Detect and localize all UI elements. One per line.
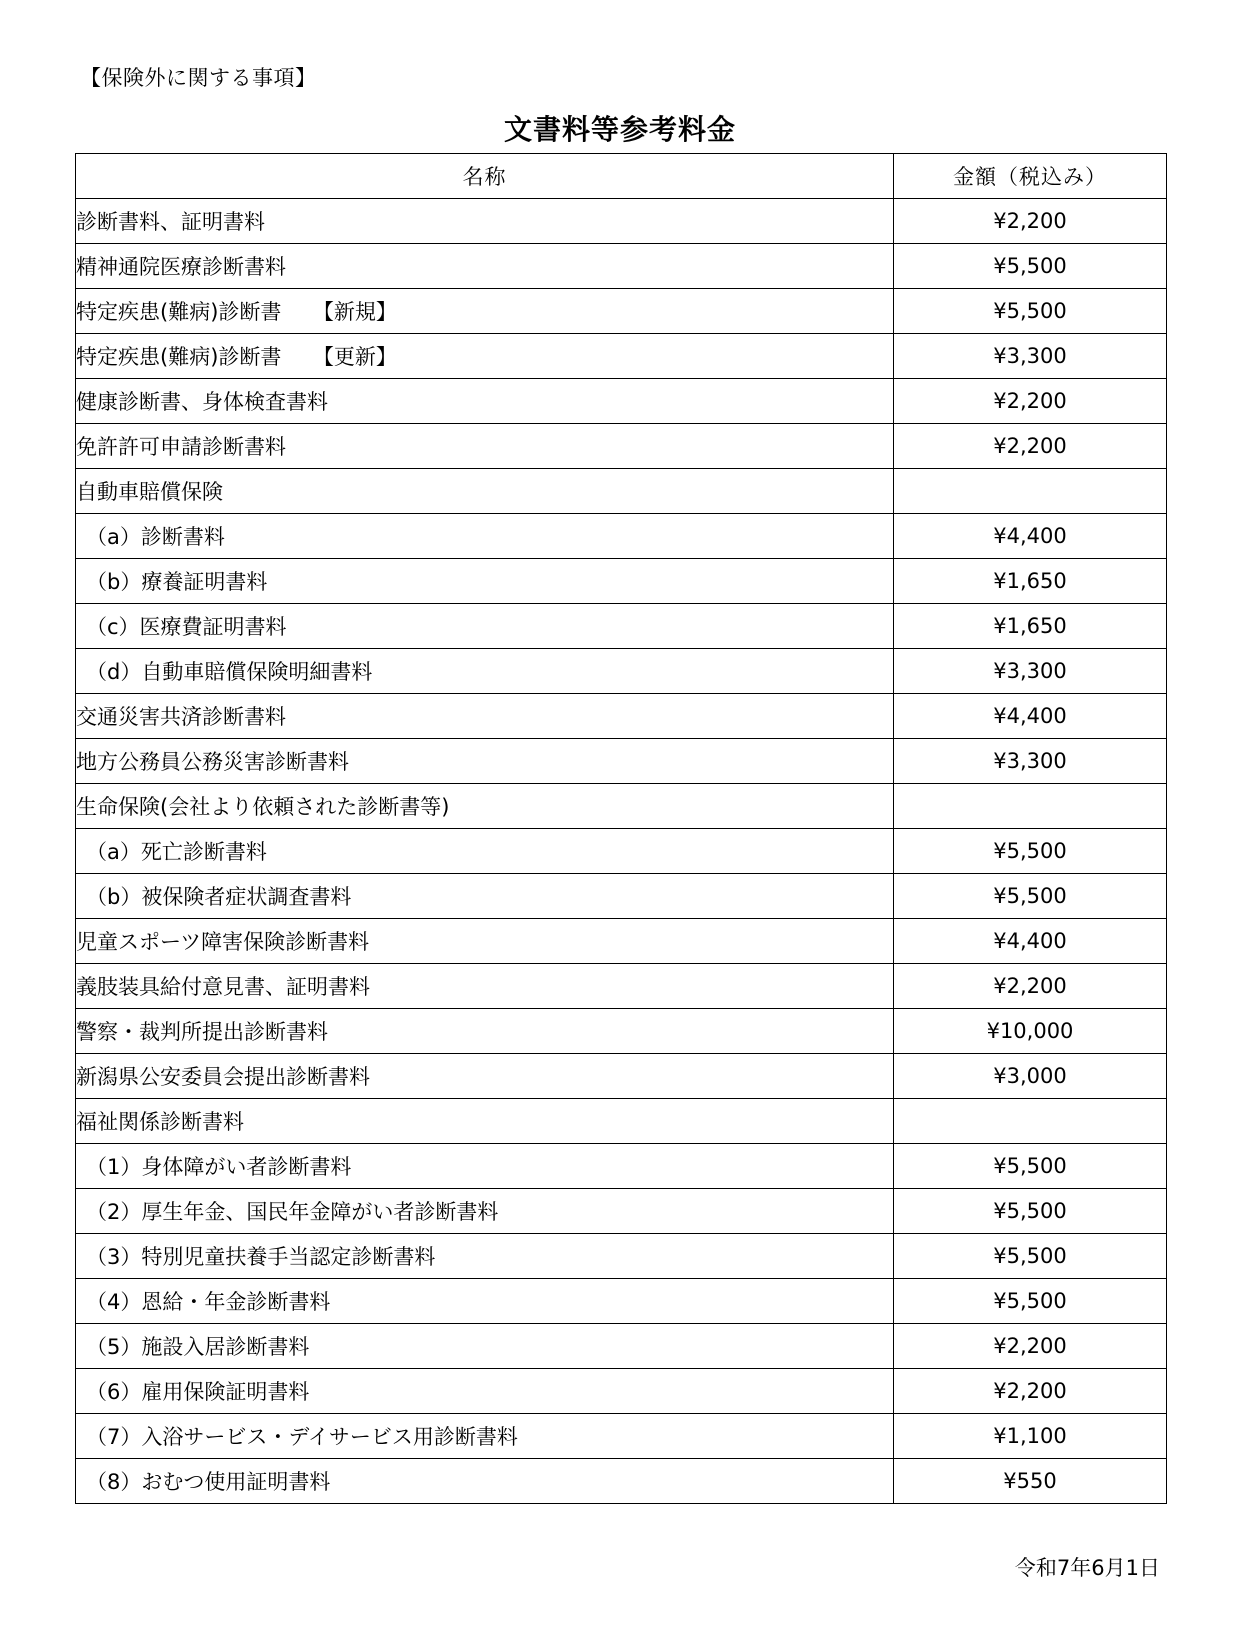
item-amount: ¥2,200 xyxy=(894,199,1167,244)
item-name: 健康診断書、身体検査書料 xyxy=(76,379,894,424)
item-name: （3）特別児童扶養手当認定診断書料 xyxy=(76,1234,894,1279)
item-name: （a）死亡診断書料 xyxy=(76,829,894,874)
item-amount: ¥10,000 xyxy=(894,1009,1167,1054)
table-row xyxy=(76,559,1167,604)
item-amount: ¥5,500 xyxy=(894,289,1167,334)
item-amount: ¥1,650 xyxy=(894,559,1167,604)
item-amount: ¥4,400 xyxy=(894,919,1167,964)
item-amount xyxy=(894,784,1167,829)
table-row xyxy=(76,919,1167,964)
item-name: 特定疾患(難病)診断書 【新規】 xyxy=(76,289,894,334)
item-amount: ¥5,500 xyxy=(894,874,1167,919)
document-title: 文書料等参考料金 xyxy=(503,113,736,146)
table-row xyxy=(76,1144,1167,1189)
item-name: （2）厚生年金、国民年金障がい者診断書料 xyxy=(76,1189,894,1234)
table-row xyxy=(76,1279,1167,1324)
item-amount: ¥5,500 xyxy=(894,1234,1167,1279)
item-name: （7）入浴サービス・デイサービス用診断書料 xyxy=(76,1414,894,1459)
item-name: （b）被保険者症状調査書料 xyxy=(76,874,894,919)
item-amount: ¥5,500 xyxy=(894,244,1167,289)
table-row xyxy=(76,379,1167,424)
item-amount: ¥550 xyxy=(894,1459,1167,1504)
table-row xyxy=(76,244,1167,289)
table-row xyxy=(76,1054,1167,1099)
footer-date: 令和7年6月1日 xyxy=(1014,1556,1160,1580)
table-row xyxy=(76,739,1167,784)
table-row xyxy=(76,334,1167,379)
item-amount: ¥3,000 xyxy=(894,1054,1167,1099)
table-row xyxy=(76,1459,1167,1504)
item-name: （c）医療費証明書料 xyxy=(76,604,894,649)
item-name: 新潟県公安委員会提出診断書料 xyxy=(76,1054,894,1099)
item-amount: ¥4,400 xyxy=(894,514,1167,559)
item-amount: ¥3,300 xyxy=(894,334,1167,379)
item-name: 免許許可申請診断書料 xyxy=(76,424,894,469)
item-name: 交通災害共済診断書料 xyxy=(76,694,894,739)
table-row xyxy=(76,964,1167,1009)
item-amount: ¥2,200 xyxy=(894,964,1167,1009)
item-name: 診断書料、証明書料 xyxy=(76,199,894,244)
table-row xyxy=(76,829,1167,874)
table-row xyxy=(76,1234,1167,1279)
item-amount: ¥3,300 xyxy=(894,649,1167,694)
table-row xyxy=(76,199,1167,244)
table-row xyxy=(76,289,1167,334)
table-row xyxy=(76,649,1167,694)
item-amount xyxy=(894,1099,1167,1144)
item-amount: ¥5,500 xyxy=(894,829,1167,874)
item-amount: ¥5,500 xyxy=(894,1144,1167,1189)
column-header-amount: 金額（税込み） xyxy=(894,154,1167,199)
table-row xyxy=(76,784,1167,829)
table-row xyxy=(76,1324,1167,1369)
item-amount: ¥2,200 xyxy=(894,379,1167,424)
item-name: （5）施設入居診断書料 xyxy=(76,1324,894,1369)
item-name: 特定疾患(難病)診断書 【更新】 xyxy=(76,334,894,379)
item-name: 自動車賠償保険 xyxy=(76,469,894,514)
table-header-row xyxy=(76,154,1167,199)
table-row xyxy=(76,514,1167,559)
table-row xyxy=(76,469,1167,514)
item-amount: ¥2,200 xyxy=(894,424,1167,469)
item-name: （4）恩給・年金診断書料 xyxy=(76,1279,894,1324)
item-amount xyxy=(894,469,1167,514)
table-row xyxy=(76,1414,1167,1459)
table-row xyxy=(76,1189,1167,1234)
item-name: 警察・裁判所提出診断書料 xyxy=(76,1009,894,1054)
table-row xyxy=(76,694,1167,739)
table-row xyxy=(76,1009,1167,1054)
column-header-name: 名称 xyxy=(76,154,894,199)
item-name: 精神通院医療診断書料 xyxy=(76,244,894,289)
item-amount: ¥3,300 xyxy=(894,739,1167,784)
item-name: 義肢装具給付意見書、証明書料 xyxy=(76,964,894,1009)
header-note: 【保険外に関する事項】 xyxy=(80,66,317,90)
item-name: （a）診断書料 xyxy=(76,514,894,559)
table-row xyxy=(76,874,1167,919)
item-amount: ¥4,400 xyxy=(894,694,1167,739)
item-name: （b）療養証明書料 xyxy=(76,559,894,604)
item-name: （6）雇用保険証明書料 xyxy=(76,1369,894,1414)
item-amount: ¥5,500 xyxy=(894,1279,1167,1324)
table-row xyxy=(76,1099,1167,1144)
item-amount: ¥1,650 xyxy=(894,604,1167,649)
item-name: 生命保険(会社より依頼された診断書等) xyxy=(76,784,894,829)
item-name: 福祉関係診断書料 xyxy=(76,1099,894,1144)
item-name: （1）身体障がい者診断書料 xyxy=(76,1144,894,1189)
item-name: 児童スポーツ障害保険診断書料 xyxy=(76,919,894,964)
table-row xyxy=(76,1369,1167,1414)
item-amount: ¥1,100 xyxy=(894,1414,1167,1459)
table-body xyxy=(76,199,1167,1504)
fee-table xyxy=(75,153,1167,1504)
table-row xyxy=(76,604,1167,649)
item-name: （d）自動車賠償保険明細書料 xyxy=(76,649,894,694)
table-row xyxy=(76,424,1167,469)
item-amount: ¥5,500 xyxy=(894,1189,1167,1234)
item-name: （8）おむつ使用証明書料 xyxy=(76,1459,894,1504)
item-amount: ¥2,200 xyxy=(894,1324,1167,1369)
item-name: 地方公務員公務災害診断書料 xyxy=(76,739,894,784)
item-amount: ¥2,200 xyxy=(894,1369,1167,1414)
